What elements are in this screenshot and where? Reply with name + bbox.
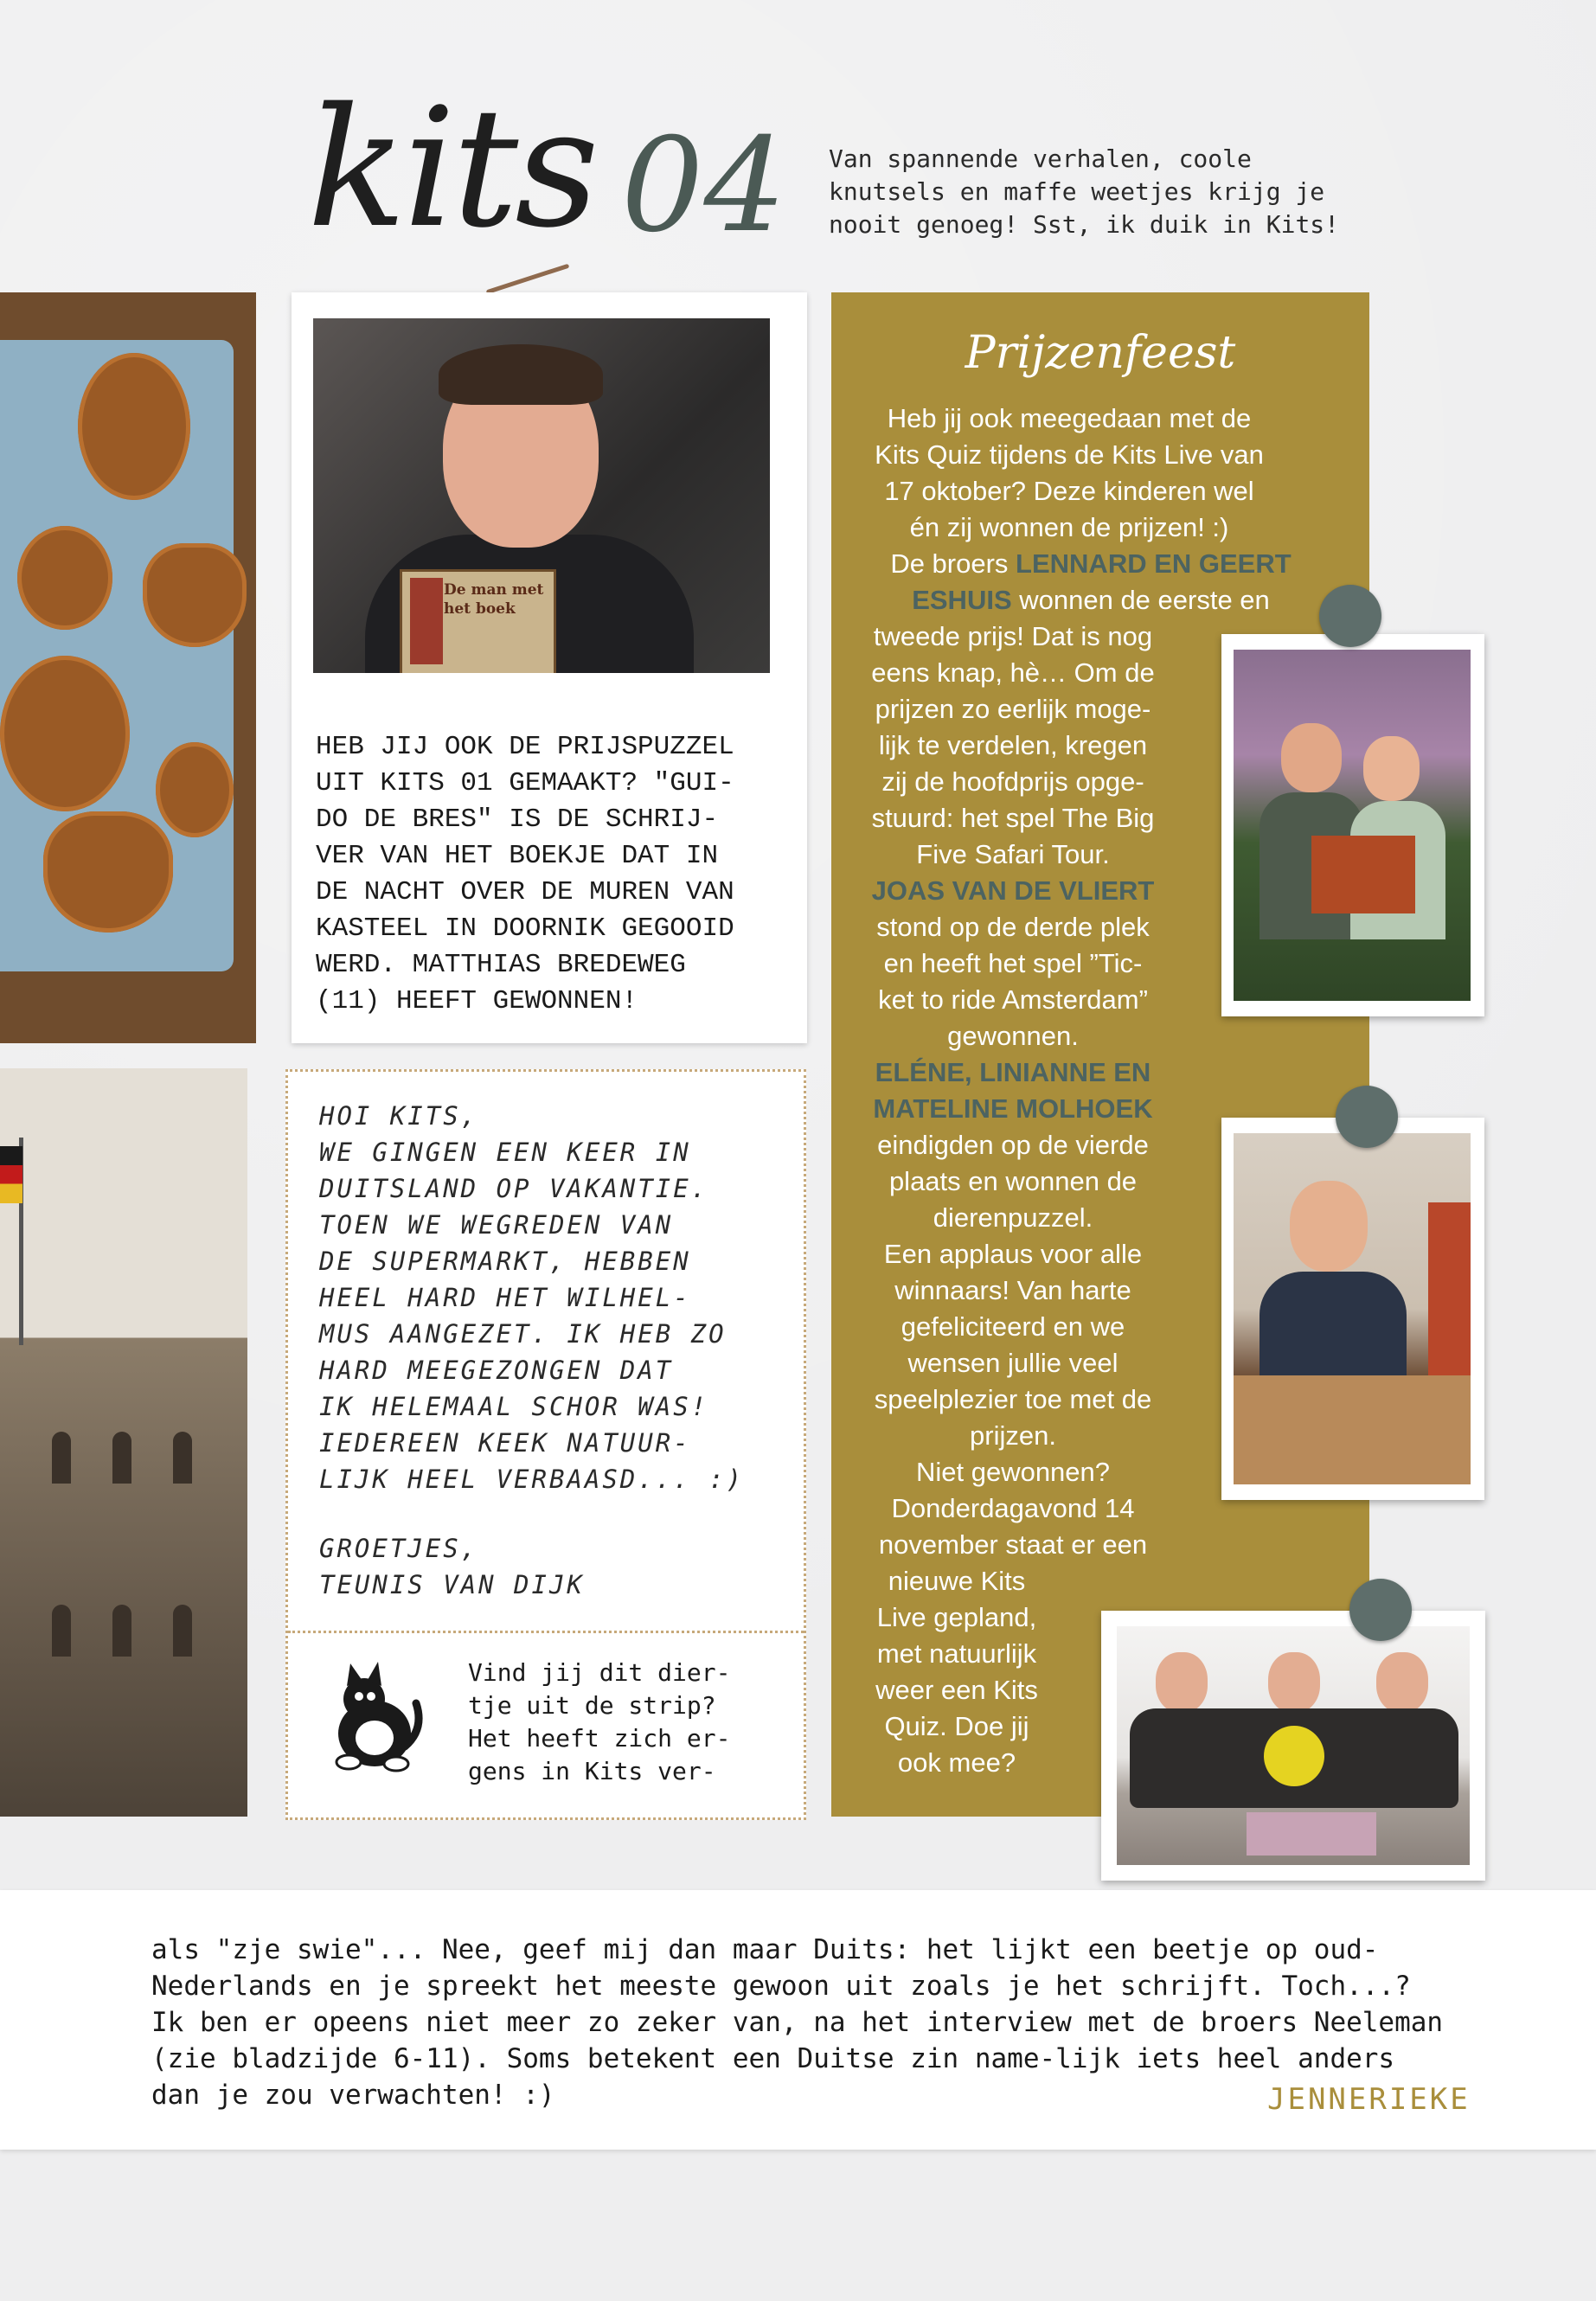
- prize-line: stuurd: het spel The Big: [871, 803, 1155, 833]
- book-tower-illustration: [410, 578, 443, 664]
- prize-line: Five Safari Tour.: [916, 839, 1110, 869]
- prize-line: wensen jullie veel: [907, 1348, 1118, 1378]
- board-game-box: [1311, 836, 1415, 913]
- prize-line: prijzen.: [970, 1420, 1056, 1451]
- reichstag-photo: [0, 1068, 247, 1817]
- prize-line: eens knap, hè… Om de: [871, 657, 1155, 688]
- editorial-text: als "zje swie"... Nee, geef mij dan maar Duits: het lijkt een beetje op oud-Nederlands en je spreekt het meeste gewoon uit zoals je het schrijft. Toch...? Ik ben er opeens niet meer zo zeker van, na het interview met de broers Neeleman (zie bladzijde 6-11). Soms betekent een Duitse zin name-lijk iets heel anders dan je zou verwachten! :): [151, 1934, 1444, 2111]
- joas-photo-image: [1234, 1133, 1471, 1484]
- animal-quiz-text: Vind jij dit dier- tje uit de strip? Het heeft zich er- gens in Kits ver-: [468, 1658, 731, 1785]
- molhoek-sisters-photo: [1101, 1611, 1485, 1881]
- winner-name-molhoek-2: MATELINE MOLHOEK: [873, 1093, 1153, 1124]
- winner-name-eshuis: LENNARD EN GEERT: [1016, 548, 1292, 579]
- puzzle-winner-card: [292, 292, 807, 1043]
- prize-line: speelplezier toe met de: [874, 1384, 1152, 1414]
- prize-line: winnaars! Van harte: [894, 1275, 1131, 1305]
- prize-line: en heeft het spel ”Tic-: [883, 948, 1143, 978]
- sisters-photo-image: [1117, 1626, 1470, 1865]
- puzzle-winner-text: HEB JIJ OOK DE PRIJSPUZZEL UIT KITS 01 GEMAAKT? "GUI- DO DE BRES" IS DE SCHRIJ- VER VAN HET BOEKJE DAT IN DE NACHT OVER DE MUREN VAN KASTEEL IN DOORNIK GEGOOID WERD. MATTHIAS BREDEWEG (11) HEEFT GEWONNEN!: [316, 732, 734, 1016]
- building-window: [52, 1432, 71, 1484]
- boy-face: [1290, 1181, 1368, 1272]
- heart-cookie: [143, 543, 247, 647]
- winner-name-molhoek: ELÉNE, LINIANNE EN: [875, 1057, 1151, 1087]
- prize-text-span: De broers: [890, 548, 1016, 579]
- dotted-divider: [288, 1631, 804, 1633]
- building-window: [52, 1605, 71, 1657]
- editorial-strip: [0, 1890, 1596, 2150]
- boy-sweater: [1259, 1272, 1407, 1393]
- reader-letter-signoff: GROETJES, TEUNIS VAN DIJK: [319, 1534, 585, 1599]
- pin-icon: [1319, 585, 1381, 647]
- prize-intro-text: Heb jij ook meegedaan met de Kits Quiz tijdens de Kits Live van 17 oktober? Deze kinderen wel én zij wonnen de prijzen! :): [875, 403, 1264, 542]
- gingerbread-man-cookie: [0, 656, 130, 811]
- reader-letter-text: HOI KITS, WE GINGEN EEN KEER IN DUITSLAND OP VAKANTIE. TOEN WE WEGREDEN VAN DE SUPERMARKT, HEBBEN HEEL HARD HET WILHEL- MUS AANGEZET. IK HEB ZO HARD MEEGEZONGEN DAT IK HELEMAAL SCHOR WAS! IEDEREEN KEEK NATUUR- LIJK HEEL VERBAASD... :): [319, 1101, 745, 1494]
- boy-face: [1281, 723, 1342, 792]
- german-flag: [0, 1146, 22, 1203]
- yellow-balloon: [1264, 1726, 1324, 1786]
- prize-line: gewonnen.: [947, 1021, 1079, 1051]
- gingerbread-man-cookie: [156, 742, 234, 837]
- pin-icon: [1336, 1086, 1398, 1148]
- joas-photo: [1221, 1118, 1484, 1500]
- prize-line: stond op de derde plek: [876, 912, 1150, 942]
- cat-illustration-icon: [323, 1651, 426, 1781]
- prize-line: Niet gewonnen?: [915, 1457, 1111, 1487]
- building-window: [173, 1605, 192, 1657]
- gingerbread-photo: [0, 292, 256, 1043]
- boy-hair: [439, 344, 603, 405]
- eshuis-brothers-photo: [1221, 634, 1484, 1016]
- prize-text-span: wonnen de eerste en: [1011, 585, 1270, 615]
- winner-name-joas: JOAS VAN DE VLIERT: [871, 875, 1155, 906]
- book-title: De man met het boek: [444, 581, 544, 618]
- prize-line: ket to ride Amsterdam”: [878, 984, 1148, 1015]
- prize-line: nieuwe Kits: [888, 1566, 1026, 1596]
- pin-icon: [1349, 1579, 1412, 1641]
- prize-line: Donderdagavond 14: [891, 1493, 1135, 1523]
- brothers-photo-image: [1234, 650, 1471, 1001]
- building-window: [112, 1432, 131, 1484]
- prize-line: dierenpuzzel.: [933, 1202, 1093, 1233]
- winner-name-eshuis-2: ESHUIS: [912, 585, 1012, 615]
- girl-face: [1376, 1652, 1428, 1713]
- gingerbread-man-cookie: [78, 353, 190, 500]
- prize-line: Een applaus voor alle: [883, 1239, 1143, 1269]
- animal-puzzle: [1247, 1812, 1376, 1856]
- building-window: [173, 1432, 192, 1484]
- girl-face: [1156, 1652, 1208, 1713]
- prize-line: ook mee?: [897, 1747, 1016, 1778]
- girl-face: [1268, 1652, 1320, 1713]
- prize-text-block-b: [836, 800, 1190, 1563]
- kits-logo: kits: [307, 73, 596, 264]
- editor-signature: JENNERIEKE: [1267, 2082, 1471, 2117]
- prize-line: met natuurlijk: [876, 1638, 1037, 1669]
- prize-panel: [831, 292, 1369, 1817]
- prize-eshuis-line: [849, 546, 1333, 582]
- prize-text-block-a: [836, 619, 1190, 800]
- prize-line: november staat er een: [878, 1529, 1148, 1560]
- prize-line: zij de hoofdprijs opge-: [881, 766, 1144, 797]
- prize-line: Quiz. Doe jij: [884, 1711, 1029, 1741]
- prize-line: Live gepland,: [876, 1602, 1037, 1632]
- prize-text-block-e: [849, 1563, 1065, 1781]
- gingerbread-man-cookie: [17, 526, 112, 630]
- prize-line: gefeliciteerd en we: [901, 1311, 1125, 1342]
- building-window: [112, 1605, 131, 1657]
- prize-panel-title: Prijzenfeest: [965, 327, 1236, 379]
- intro-text: Van spannende verhalen, coole knutsels en maffe weetjes krijg je nooit genoeg! Sst, ik duik in Kits!: [829, 144, 1340, 239]
- heart-cookie: [43, 811, 173, 933]
- prize-line: plaats en wonnen de: [888, 1166, 1138, 1196]
- prize-line: weer een Kits: [875, 1675, 1038, 1705]
- game-box: [1428, 1202, 1471, 1375]
- boy-with-book-photo: [313, 318, 770, 673]
- prize-eshuis-line-2: [849, 582, 1333, 619]
- issue-number: 04: [621, 111, 786, 261]
- prize-line: prijzen zo eerlijk moge-: [875, 694, 1151, 724]
- boy-face: [1363, 736, 1420, 801]
- prize-line: lijk te verdelen, kregen: [878, 730, 1148, 760]
- reader-letter-card: [285, 1069, 806, 1820]
- prize-line: tweede prijs! Dat is nog: [873, 621, 1153, 651]
- prize-line: eindigden op de vierde: [877, 1130, 1149, 1160]
- game-board: [1234, 1375, 1471, 1484]
